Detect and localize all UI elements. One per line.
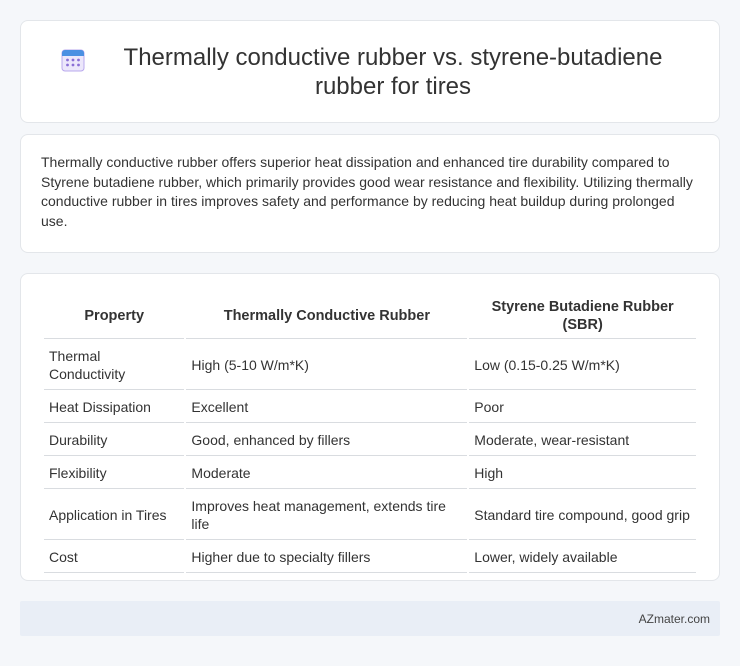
table-cell: Application in Tires: [44, 491, 184, 540]
header-sbr: Styrene Butadiene Rubber (SBR): [469, 290, 696, 339]
table-cell: Cost: [44, 542, 184, 573]
table-cell: Excellent: [186, 392, 467, 423]
summary-card: [20, 134, 720, 253]
table-header-row: [44, 290, 696, 339]
table-cell: Moderate: [186, 458, 467, 489]
header-property: Property: [44, 290, 184, 339]
table-cell: Moderate, wear-resistant: [469, 425, 696, 456]
table-row: [44, 491, 696, 540]
page-title: Thermally conductive rubber vs. styrene-butadiene rubber for tires: [123, 43, 663, 100]
table-cell: Heat Dissipation: [44, 392, 184, 423]
table-cell: Standard tire compound, good grip: [469, 491, 696, 540]
comparison-table-card: [20, 273, 720, 581]
title-card: [20, 20, 720, 123]
title-wrap: [60, 43, 680, 101]
table-cell: Higher due to specialty fillers: [186, 542, 467, 573]
table-row: [44, 425, 696, 456]
header-thermally-conductive-rubber: Thermally Conductive Rubber: [186, 290, 467, 339]
footer-brand: AZmater.com: [638, 611, 710, 626]
table-cell: Durability: [44, 425, 184, 456]
calendar-icon: [60, 47, 86, 73]
table-cell: Lower, widely available: [469, 542, 696, 573]
table-cell: Good, enhanced by fillers: [186, 425, 467, 456]
table-cell: Flexibility: [44, 458, 184, 489]
table-cell: Low (0.15-0.25 W/m*K): [469, 341, 696, 390]
summary-text: Thermally conductive rubber offers superior heat dissipation and enhanced tire durability compared to Styrene butadiene rubber, which primarily provides good wear resistance and flexibility. Utilizing thermally conductive rubber in tires improves safety and performance by reducing heat buildup during prolonged use.: [41, 154, 693, 229]
table-row: [44, 392, 696, 423]
table-cell: Poor: [469, 392, 696, 423]
table-row: [44, 542, 696, 573]
table-row: [44, 341, 696, 390]
table-row: [44, 458, 696, 489]
table-cell: High: [469, 458, 696, 489]
footer: [20, 601, 720, 636]
table-cell: High (5-10 W/m*K): [186, 341, 467, 390]
table-cell: Thermal Conductivity: [44, 341, 184, 390]
table-cell: Improves heat management, extends tire life: [186, 491, 467, 540]
comparison-table: [42, 288, 698, 575]
